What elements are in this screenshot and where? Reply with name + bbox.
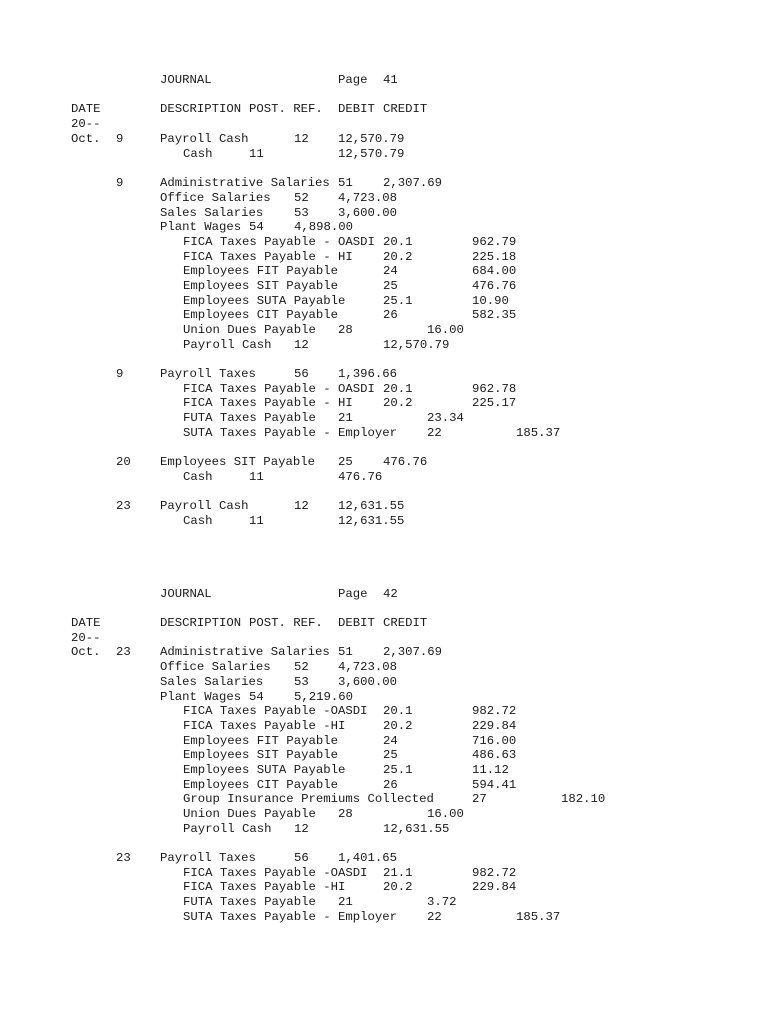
entry-credit: 982.72: [472, 866, 517, 880]
entry-debit: 1,401.65: [338, 851, 398, 865]
entry-description: FUTA Taxes Payable: [183, 895, 316, 909]
journal-title: JOURNAL: [160, 73, 212, 87]
entry-post-ref: 22: [427, 910, 442, 924]
entry-post-ref: 28: [338, 323, 353, 337]
column-header-debit: DEBIT: [338, 616, 375, 630]
entry-description: FICA Taxes Payable - OASDI: [183, 235, 375, 249]
entry-credit: 11.12: [472, 763, 509, 777]
entry-description: Group Insurance Premiums Collected: [183, 792, 434, 806]
entry-description: SUTA Taxes Payable - Employer: [183, 910, 398, 924]
journal-title: JOURNAL: [160, 587, 212, 601]
entry-debit: 5,219.60: [294, 690, 354, 704]
entry-debit: 2,307.69: [383, 176, 443, 190]
entry-post-ref: 20.2: [383, 250, 413, 264]
entry-debit: 12,570.79: [338, 132, 405, 146]
entry-post-ref: 20.1: [383, 235, 413, 249]
entry-post-ref: 11: [249, 514, 264, 528]
entry-description: Employees FIT Payable: [183, 264, 338, 278]
entry-description: FICA Taxes Payable -HI: [183, 880, 346, 894]
entry-description: Employees SUTA Payable: [183, 763, 346, 777]
entry-description: Payroll Cash: [183, 822, 272, 836]
entry-description: Office Salaries: [160, 191, 271, 205]
entry-description: Employees SUTA Payable: [183, 294, 346, 308]
entry-credit: 476.76: [338, 470, 383, 484]
entry-credit: 486.63: [472, 748, 517, 762]
entry-post-ref: 54: [249, 220, 264, 234]
entry-debit: 12,570.79: [338, 147, 405, 161]
entry-description: Cash: [183, 514, 213, 528]
entry-post-ref: 25: [383, 748, 398, 762]
column-header-description: DESCRIPTION: [160, 102, 242, 116]
entry-debit: 2,307.69: [383, 645, 443, 659]
entry-post-ref: 27: [472, 792, 487, 806]
entry-post-ref: 51: [338, 645, 353, 659]
entry-post-ref: 11: [249, 470, 264, 484]
entry-description: FUTA Taxes Payable: [183, 411, 316, 425]
entry-description: SUTA Taxes Payable - Employer: [183, 426, 398, 440]
entry-post-ref: 54: [249, 690, 264, 704]
entry-post-ref: 24: [383, 734, 398, 748]
entry-credit: 594.41: [472, 778, 517, 792]
column-header-post-ref: POST. REF.: [249, 102, 323, 116]
entry-description: Employees SIT Payable: [183, 279, 338, 293]
entry-description: Union Dues Payable: [183, 323, 316, 337]
entry-post-ref: 24: [383, 264, 398, 278]
entry-post-ref: 25: [383, 279, 398, 293]
entry-credit: 185.37: [516, 426, 561, 440]
column-header-post-ref: POST. REF.: [249, 616, 323, 630]
entry-day: 23: [116, 499, 131, 513]
entry-post-ref: 28: [338, 807, 353, 821]
entry-description: Cash: [183, 470, 213, 484]
entry-post-ref: 25.1: [383, 294, 413, 308]
page-label: Page: [338, 73, 368, 87]
entry-description: Administrative Salaries: [160, 176, 330, 190]
entry-day: 20: [116, 455, 131, 469]
entry-credit: 982.72: [472, 704, 517, 718]
entry-description: Employees SIT Payable: [183, 748, 338, 762]
entry-credit: 962.79: [472, 235, 517, 249]
entry-post-ref: 20.1: [383, 382, 413, 396]
entry-description: Employees FIT Payable: [183, 734, 338, 748]
entry-debit: 476.76: [383, 455, 428, 469]
entry-credit: 3.72: [427, 895, 457, 909]
entry-credit: 10.90: [472, 294, 509, 308]
entry-post-ref: 12: [294, 132, 309, 146]
entry-post-ref: 20.2: [383, 880, 413, 894]
entry-post-ref: 20.2: [383, 719, 413, 733]
entry-debit: 3,600.00: [338, 206, 398, 220]
entry-credit: 12,631.55: [338, 514, 405, 528]
entry-description: Office Salaries: [160, 660, 271, 674]
entry-credit: 12,631.55: [383, 822, 450, 836]
column-header-date: DATE: [71, 102, 101, 116]
entry-post-ref: 51: [338, 176, 353, 190]
column-header-date: DATE: [71, 616, 101, 630]
entry-description: Cash: [183, 147, 213, 161]
entry-credit: 225.17: [472, 396, 517, 410]
year-label: 20--: [71, 117, 101, 131]
entry-description: Administrative Salaries: [160, 645, 330, 659]
entry-debit: 1,396.66: [338, 367, 398, 381]
entry-post-ref: 21: [338, 411, 353, 425]
entry-description: Employees SIT Payable: [160, 455, 315, 469]
entry-description: Payroll Taxes: [160, 367, 256, 381]
entry-description: FICA Taxes Payable - HI: [183, 396, 353, 410]
entry-debit: 12,631.55: [338, 499, 405, 513]
entry-description: Employees CIT Payable: [183, 308, 338, 322]
entry-post-ref: 12: [294, 822, 309, 836]
entry-credit: 716.00: [472, 734, 517, 748]
entry-post-ref: 26: [383, 778, 398, 792]
entry-post-ref: 22: [427, 426, 442, 440]
entry-description: FICA Taxes Payable -OASDI: [183, 866, 368, 880]
entry-credit: 23.34: [427, 411, 464, 425]
column-header-credit: CREDIT: [383, 616, 428, 630]
entry-credit: 225.18: [472, 250, 517, 264]
entry-credit: 582.35: [472, 308, 517, 322]
entry-description: Plant Wages: [160, 690, 242, 704]
page-number: 42: [383, 587, 398, 601]
entry-credit: 182.10: [561, 792, 606, 806]
entry-description: Employees CIT Payable: [183, 778, 338, 792]
entry-post-ref: 20.2: [383, 396, 413, 410]
entry-description: Payroll Taxes: [160, 851, 256, 865]
page-label: Page: [338, 587, 368, 601]
entry-post-ref: 12: [294, 338, 309, 352]
entry-description: FICA Taxes Payable -OASDI: [183, 704, 368, 718]
column-header-debit: DEBIT: [338, 102, 375, 116]
entry-post-ref: 53: [294, 206, 309, 220]
entry-credit: 229.84: [472, 880, 517, 894]
entry-post-ref: 25: [338, 455, 353, 469]
entry-post-ref: 52: [294, 191, 309, 205]
entry-credit: 16.00: [427, 807, 464, 821]
entry-description: Plant Wages: [160, 220, 242, 234]
entry-day: 9: [116, 132, 124, 146]
entry-post-ref: 53: [294, 675, 309, 689]
entry-post-ref: 56: [294, 851, 309, 865]
entry-description: Sales Salaries: [160, 206, 264, 220]
entry-debit: 4,898.00: [294, 220, 354, 234]
entry-post-ref: 20.1: [383, 704, 413, 718]
entry-day: 9: [116, 367, 124, 381]
page-number: 41: [383, 73, 398, 87]
entry-post-ref: 21.1: [383, 866, 413, 880]
entry-credit: 229.84: [472, 719, 517, 733]
entry-day: 9: [116, 176, 124, 190]
entry-post-ref: 25.1: [383, 763, 413, 777]
entry-post-ref: 52: [294, 660, 309, 674]
entry-debit: 4,723.08: [338, 191, 398, 205]
entry-month: Oct.: [71, 132, 101, 146]
entry-description: Sales Salaries: [160, 675, 264, 689]
entry-day: 23: [116, 645, 131, 659]
entry-credit: 476.76: [472, 279, 517, 293]
column-header-credit: CREDIT: [383, 102, 428, 116]
entry-day: 23: [116, 851, 131, 865]
entry-description: Payroll Cash: [160, 499, 249, 513]
entry-debit: 4,723.08: [338, 660, 398, 674]
entry-description: FICA Taxes Payable - OASDI: [183, 382, 375, 396]
entry-credit: 962.78: [472, 382, 517, 396]
entry-post-ref: 11: [249, 147, 264, 161]
entry-credit: 684.00: [472, 264, 517, 278]
entry-month: Oct.: [71, 645, 101, 659]
entry-credit: 12,570.79: [383, 338, 450, 352]
column-header-description: DESCRIPTION: [160, 616, 242, 630]
entry-description: Payroll Cash: [183, 338, 272, 352]
entry-post-ref: 56: [294, 367, 309, 381]
entry-description: Union Dues Payable: [183, 807, 316, 821]
entry-debit: 3,600.00: [338, 675, 398, 689]
year-label: 20--: [71, 631, 101, 645]
entry-post-ref: 26: [383, 308, 398, 322]
entry-description: FICA Taxes Payable -HI: [183, 719, 346, 733]
entry-description: Payroll Cash: [160, 132, 249, 146]
entry-post-ref: 12: [294, 499, 309, 513]
entry-credit: 16.00: [427, 323, 464, 337]
entry-post-ref: 21: [338, 895, 353, 909]
entry-description: FICA Taxes Payable - HI: [183, 250, 353, 264]
entry-credit: 185.37: [516, 910, 561, 924]
